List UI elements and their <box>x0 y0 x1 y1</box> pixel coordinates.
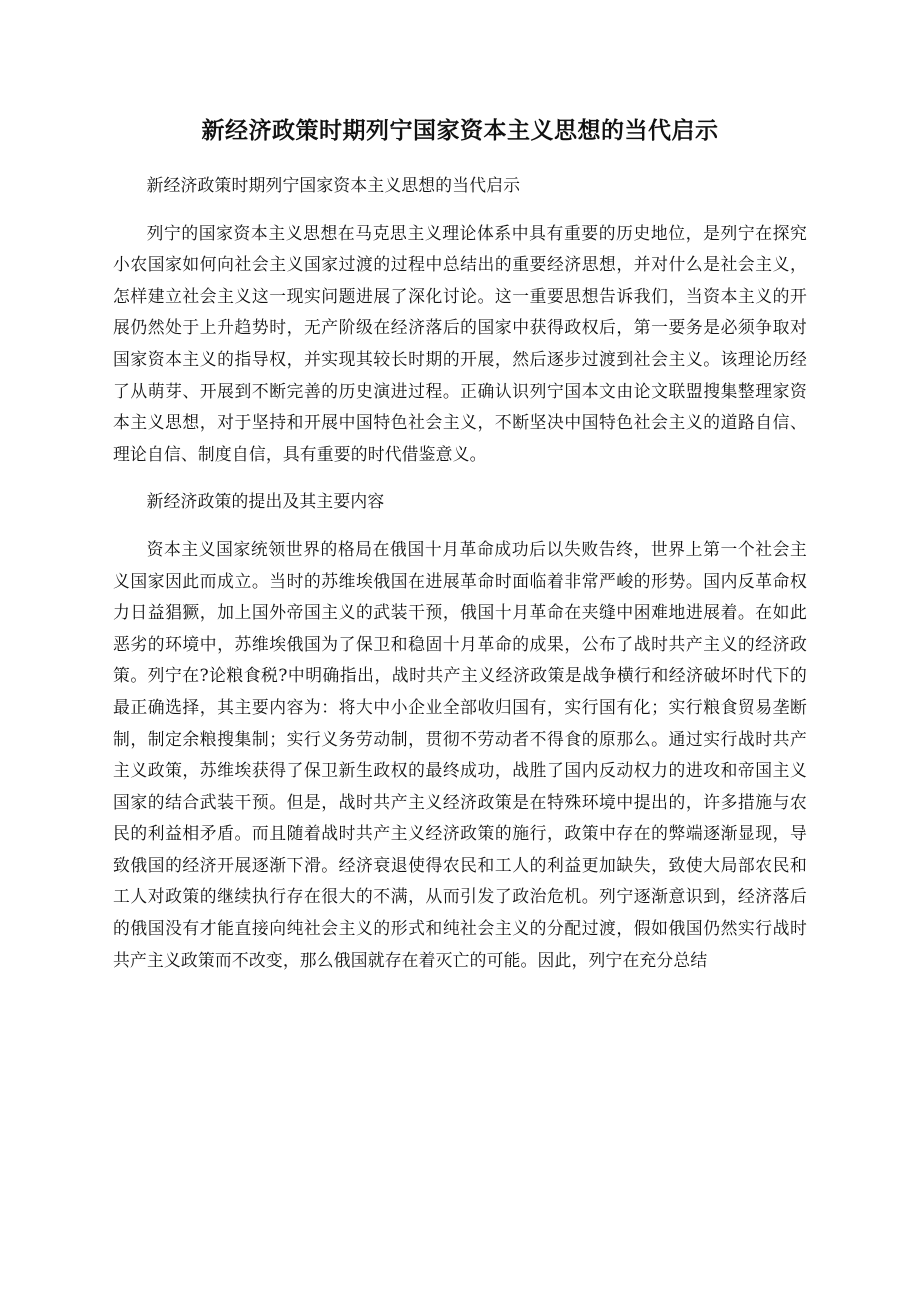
document-body <box>113 170 807 976</box>
section-paragraph: 资本主义国家统领世界的格局在俄国十月革命成功后以失败告终，世界上第一个社会主义国家因此而成立。当时的苏维埃俄国在进展革命时面临着非常严峻的形势。国内反革命权力日益猖獗，加上国外帝国主义的武装干预，俄国十月革命在夹缝中困难地进展着。在如此恶劣的环境中，苏维埃俄国为了保卫和稳固十月革命的成果，公布了战时共产主义的经济政策。列宁在?论粮食税?中明确指出，战时共产主义经济政策是战争横行和经济破坏时代下的最正确选择，其主要内容为：将大中小企业全部收归国有，实行国有化；实行粮食贸易垄断制，制定余粮搜集制；实行义务劳动制，贯彻不劳动者不得食的原那么。通过实行战时共产主义政策，苏维埃获得了保卫新生政权的最终成功，战胜了国内反动权力的进攻和帝国主义国家的结合武装干预。但是，战时共产主义经济政策是在特殊环境中提出的，许多措施与农民的利益相矛盾。而且随着战时共产主义经济政策的施行，政策中存在的弊端逐渐显现，导致俄国的经济开展逐渐下滑。经济衰退使得农民和工人的利益更加缺失，致使大局部农民和工人对政策的继续执行存在很大的不满，从而引发了政治危机。列宁逐渐意识到，经济落后的俄国没有才能直接向纯社会主义的形式和纯社会主义的分配过渡，假如俄国仍然实行战时共产主义政策而不改变，那么俄国就存在着灭亡的可能。因此，列宁在充分总结 <box>113 538 807 970</box>
document-title: 新经济政策时期列宁国家资本主义思想的当代启示 <box>201 118 719 144</box>
subtitle-paragraph: 新经济政策时期列宁国家资本主义思想的当代启示 <box>146 175 521 195</box>
intro-paragraph: 列宁的国家资本主义思想在马克思主义理论体系中具有重要的历史地位，是列宁在探究小农国家如何向社会主义国家过渡的过程中总结出的重要经济思想，并对什么是社会主义，怎样建立社会主义这一现实问题进展了深化讨论。这一重要思想告诉我们，当资本主义的开展仍然处于上升趋势时，无产阶级在经济落后的国家中获得政权后，第一要务是必须争取对国家资本主义的指导权，并实现其较长时期的开展，然后逐步过渡到社会主义。该理论历经了从萌芽、开展到不断完善的历史演进过程。正确认识列宁国本文由论文联盟搜集整理家资本主义思想，对于坚持和开展中国特色社会主义，不断坚决中国特色社会主义的道路自信、理论自信、制度自信，具有重要的时代借鉴意义。 <box>113 222 807 464</box>
section-heading: 新经济政策的提出及其主要内容 <box>146 491 385 512</box>
